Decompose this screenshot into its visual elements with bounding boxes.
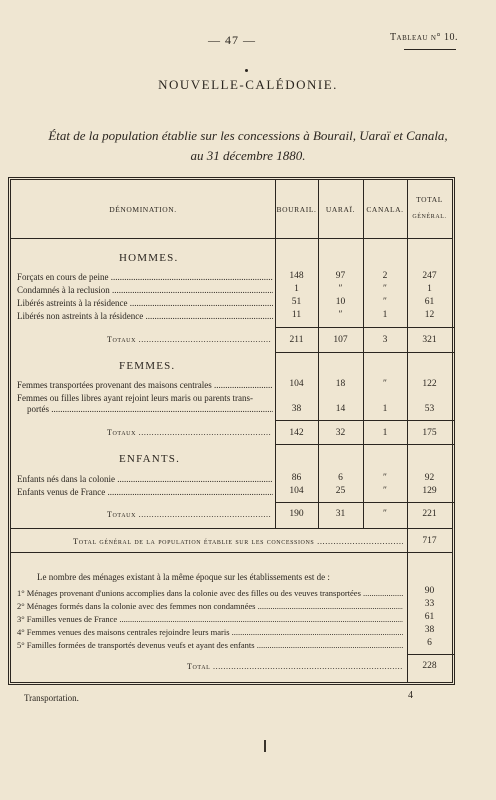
cell-total: 1 <box>427 284 432 294</box>
cell-canala: ″ <box>383 486 387 496</box>
totaux-total: 175 <box>422 428 437 438</box>
totaux-uarai: 31 <box>335 509 346 519</box>
table-title-line2: au 31 décembre 1880. <box>190 148 306 163</box>
menage-value: 6 <box>427 638 432 648</box>
page-number: — 47 — <box>208 33 256 47</box>
totaux-bourail: 211 <box>289 335 304 345</box>
totaux-bourail: 190 <box>289 509 304 519</box>
menages-intro: Le nombre des ménages existant à la même époque sur les établissements est de : <box>37 572 330 582</box>
header-uarai: UARAÏ. <box>325 205 356 214</box>
ornament-dot <box>245 69 248 72</box>
printer-mark <box>264 740 266 752</box>
subtotal-rule <box>275 327 455 328</box>
menage-value: 33 <box>424 599 435 609</box>
total-general-rule-top <box>11 528 452 529</box>
footer-section: Transportation. <box>24 693 79 703</box>
cell-canala: 1 <box>382 310 388 320</box>
cell-canala: ″ <box>383 297 387 307</box>
cell-total: 247 <box>422 271 437 281</box>
cell-total: 53 <box>424 404 435 414</box>
tableau-number: Tableau n° 10. <box>389 32 458 43</box>
menage-value: 90 <box>424 586 435 596</box>
cell-uarai: ″ <box>338 284 343 294</box>
cell-canala: 2 <box>382 271 388 281</box>
cell-total: 92 <box>424 473 435 483</box>
menage-item: 4° Femmes venues des maisons centrales rejoindre leurs maris ..... <box>17 627 403 637</box>
total-general-label: Total général de la population établie sur les concessions ..... <box>73 536 403 546</box>
cell-bourail: 11 <box>291 310 302 320</box>
cell-bourail: 86 <box>291 473 302 483</box>
header-denomination: DÉNOMINATION. <box>109 205 177 214</box>
menage-value: 38 <box>424 625 435 635</box>
header-total-bottom: GÉNÉRAL. <box>412 214 447 220</box>
cell-uarai: 97 <box>335 271 346 281</box>
cell-bourail: 38 <box>291 404 302 414</box>
totaux-label: Totaux ..... <box>107 335 271 344</box>
cell-bourail: 104 <box>289 379 304 389</box>
cell-canala: ″ <box>383 379 387 389</box>
cell-uarai: ″ <box>338 310 343 320</box>
row-label: Condamnés à la reclusion ..... <box>17 285 273 295</box>
total-general-rule-bottom <box>11 552 452 553</box>
subtotal-rule <box>275 420 455 421</box>
cell-bourail: 104 <box>289 486 304 496</box>
row-label: Libérés astreints à la résidence ..... <box>17 298 273 308</box>
tableau-underline <box>404 49 456 50</box>
header-canala: CANALA. <box>366 205 404 214</box>
header-total-top: TOTAL <box>416 195 443 204</box>
cell-uarai: 14 <box>335 404 346 414</box>
cell-bourail: 51 <box>291 297 302 307</box>
region-title: NOUVELLE-CALÉDONIE. <box>158 77 338 92</box>
menage-item: 2° Ménages formés dans la colonie avec des femmes non condamnées ..... <box>17 601 403 611</box>
menage-item: 3° Familles venues de France ..... <box>17 614 403 624</box>
footer-signature: 4 <box>408 690 413 701</box>
totaux-canala: ″ <box>383 509 387 519</box>
cell-total: 61 <box>424 297 435 307</box>
totaux-uarai: 107 <box>333 335 348 345</box>
totaux-total: 221 <box>422 509 437 519</box>
totaux-uarai: 32 <box>335 428 346 438</box>
totaux-canala: 1 <box>382 428 388 438</box>
row-label: Libérés non astreints à la résidence ..... <box>17 311 273 321</box>
cell-canala: 1 <box>382 404 388 414</box>
menages-total-rule <box>407 654 455 655</box>
row-label: Femmes transportées provenant des maisons centrales ..... <box>17 380 273 390</box>
menages-total-value: 228 <box>422 661 437 671</box>
section-femmes-title: FEMMES. <box>119 360 176 372</box>
row-label-line2: portés ..... <box>27 404 273 414</box>
row-label-line1: Femmes ou filles libres ayant rejoint leurs maris ou parents trans- <box>17 393 253 403</box>
subtotal-rule <box>275 502 455 503</box>
totaux-label: Totaux ..... <box>107 428 271 437</box>
menages-total-label: Total ..... <box>187 662 403 671</box>
section-hommes-title: HOMMES. <box>119 252 179 264</box>
totaux-bourail: 142 <box>289 428 304 438</box>
totaux-label: Totaux ..... <box>107 510 271 519</box>
totaux-canala: 3 <box>382 335 388 345</box>
totaux-total: 321 <box>422 335 437 345</box>
header-bourail: BOURAIL. <box>276 205 317 214</box>
row-label: Enfants nés dans la colonie ..... <box>17 474 273 484</box>
cell-uarai: 18 <box>335 379 346 389</box>
section-enfants-title: ENFANTS. <box>119 453 181 465</box>
menage-item: 5° Familles formées de transportés devenus veufs et ayant des enfants ..... <box>17 640 403 650</box>
cell-total: 122 <box>422 379 437 389</box>
table-title-line1: État de la population établie sur les concessions à Bourail, Uaraï et Canala, <box>48 128 448 143</box>
table-frame <box>8 177 455 685</box>
header-rule <box>11 238 452 239</box>
cell-total: 12 <box>424 310 435 320</box>
cell-canala: ″ <box>383 284 387 294</box>
cell-bourail: 148 <box>289 271 304 281</box>
row-label: Forçats en cours de peine ..... <box>17 272 273 282</box>
cell-canala: ″ <box>383 473 387 483</box>
cell-uarai: 25 <box>335 486 346 496</box>
cell-bourail: 1 <box>294 284 299 294</box>
cell-uarai: 10 <box>335 297 346 307</box>
menage-value: 61 <box>424 612 435 622</box>
row-label: Enfants venus de France ..... <box>17 487 273 497</box>
subtotal-rule-bottom <box>275 444 455 445</box>
subtotal-rule-bottom <box>275 352 455 353</box>
total-general-value: 717 <box>422 536 437 546</box>
cell-uarai: 6 <box>338 473 343 483</box>
menage-item: 1° Ménages provenant d'unions accomplies dans la colonie avec des filles ou des veuves transportées ..... <box>17 588 403 598</box>
cell-total: 129 <box>422 486 437 496</box>
